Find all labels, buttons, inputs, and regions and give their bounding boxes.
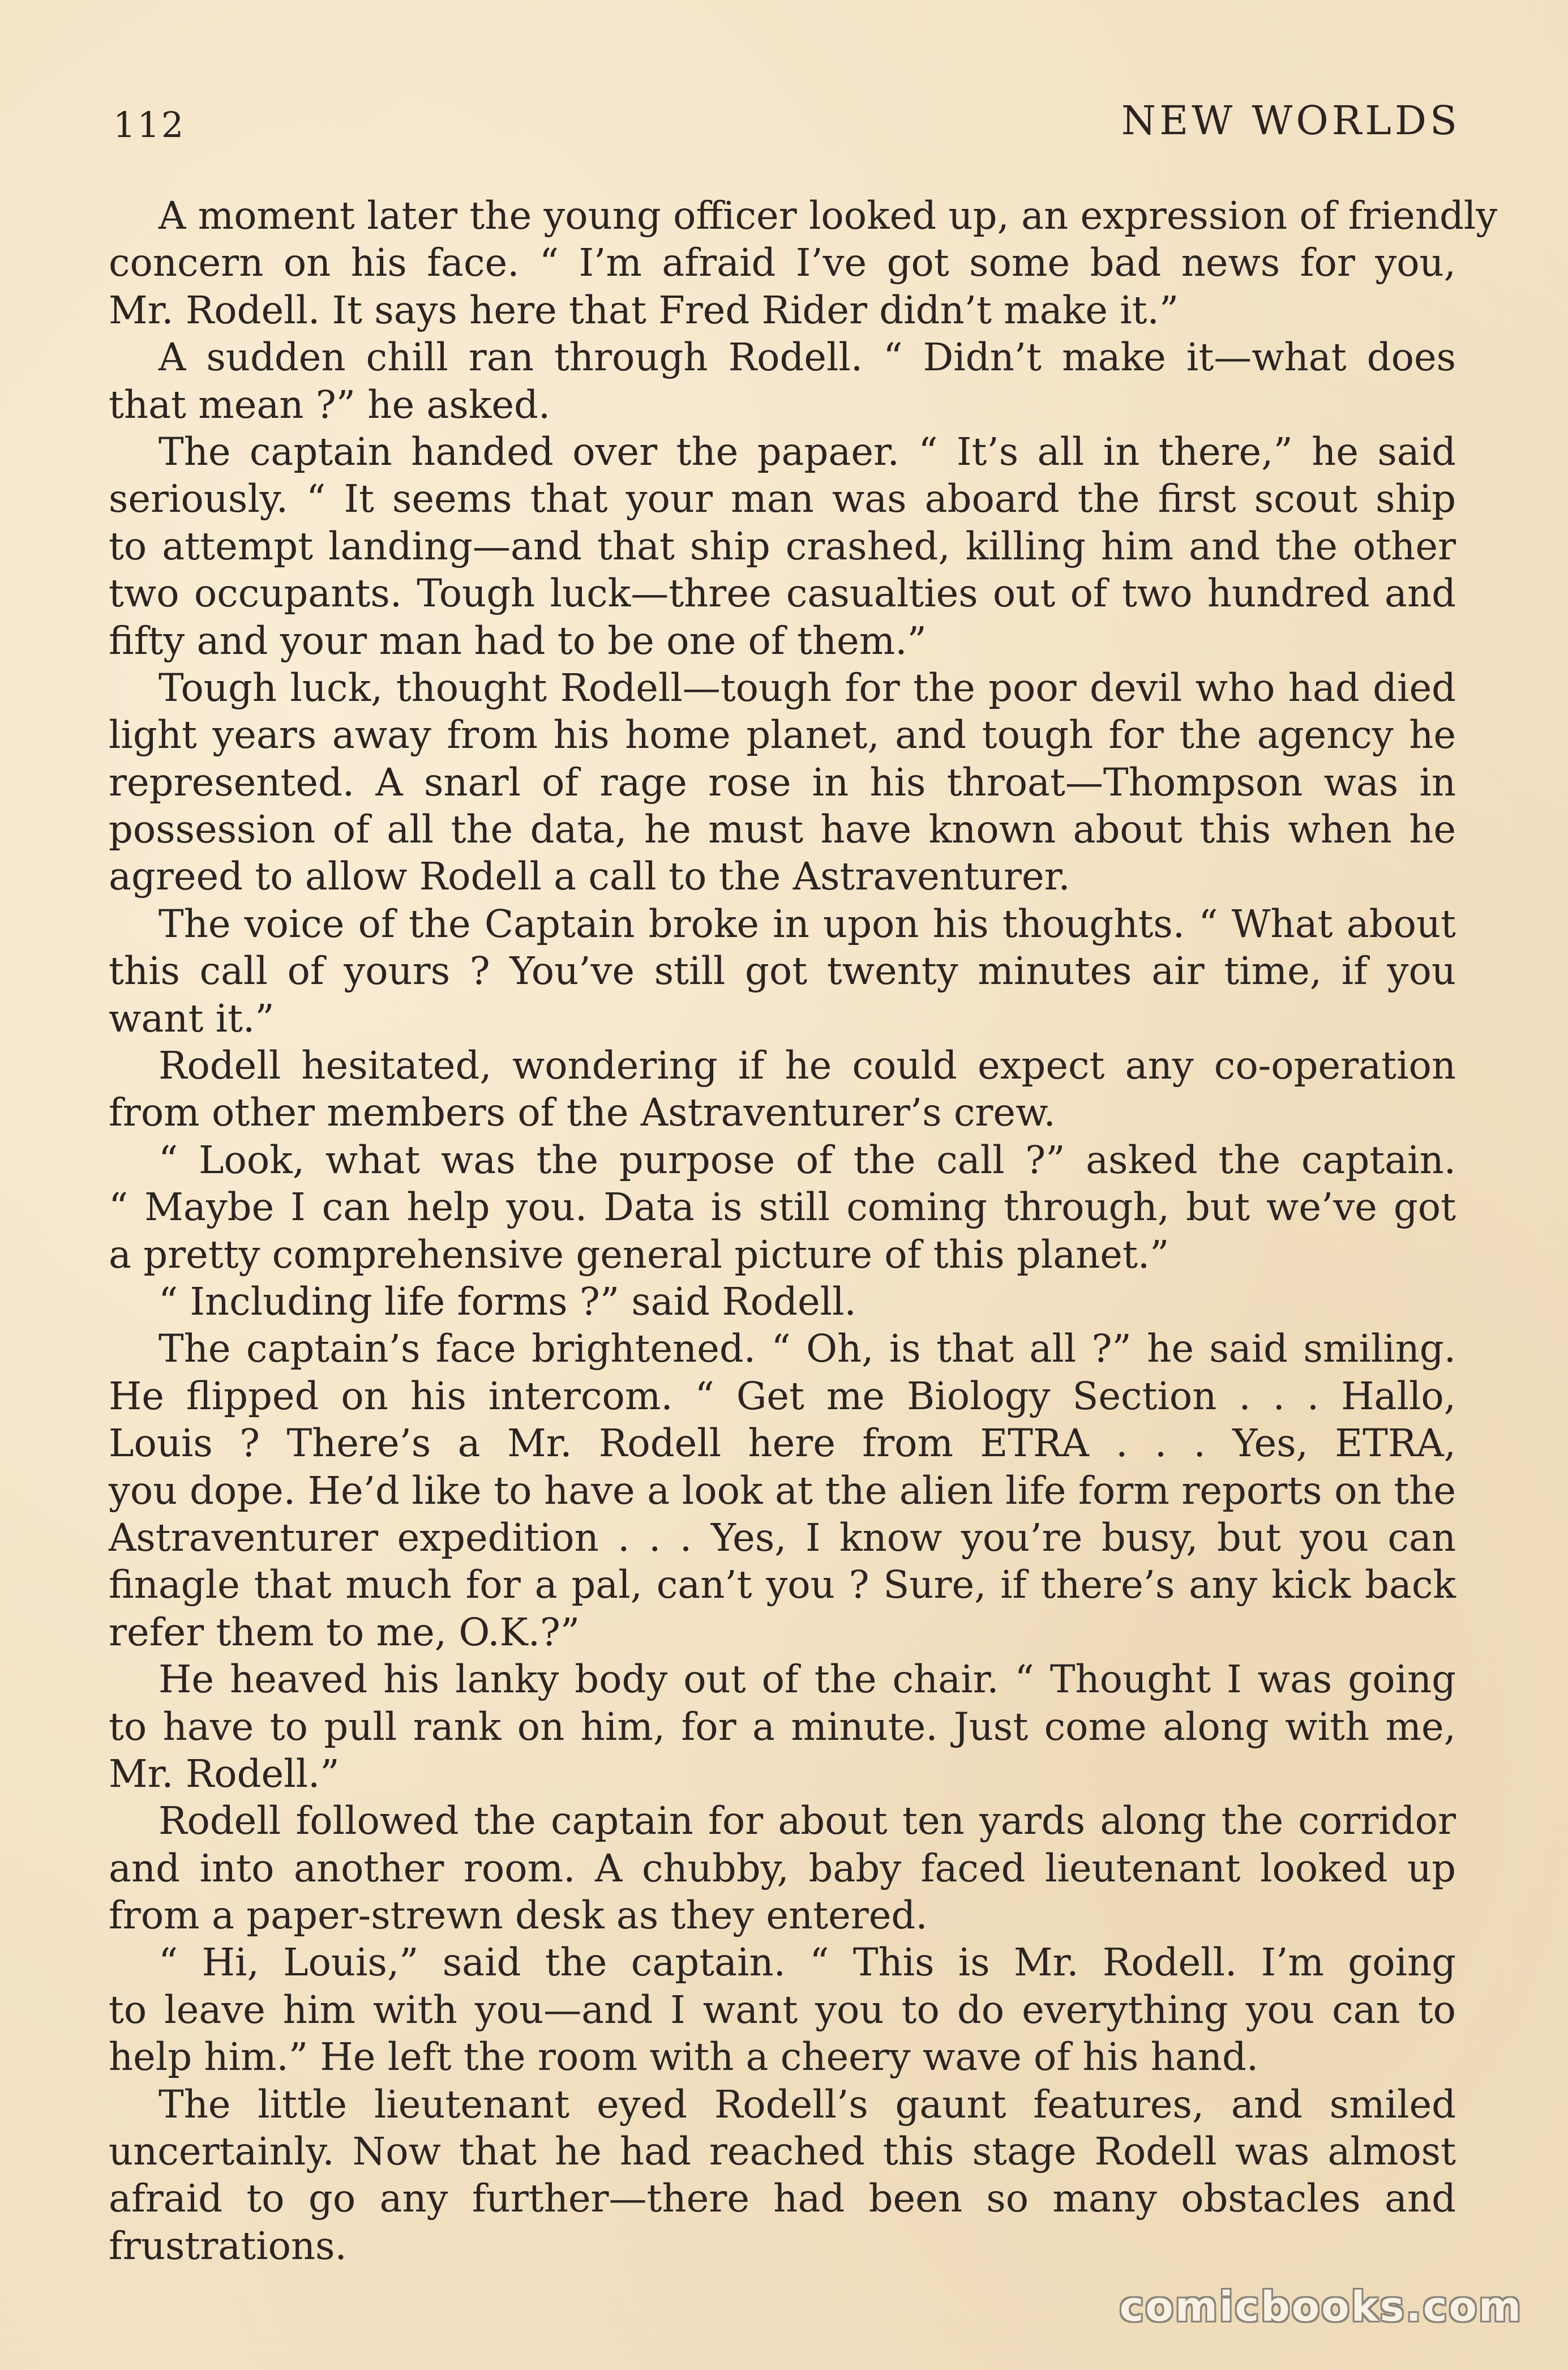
page-header: [113, 97, 1460, 160]
text-line: two occupants. Tough luck—three casualties out of two hundred and: [109, 571, 1456, 616]
text-line: Mr. Rodell. It says here that Fred Rider didn’t make it.”: [109, 288, 1179, 332]
text-line: Tough luck, thought Rodell—tough for the poor devil who had died: [158, 665, 1456, 710]
running-head: NEW WORLDS: [1121, 97, 1460, 144]
text-line: A sudden chill ran through Rodell. “ Didn’t make it—what does: [158, 335, 1456, 380]
text-line: that mean ?” he asked.: [109, 382, 551, 427]
text-line: frustrations.: [109, 2223, 347, 2268]
text-line: want it.”: [109, 996, 275, 1041]
text-line: help him.” He left the room with a cheery wave of his hand.: [109, 2035, 1259, 2080]
text-line: you dope. He’d like to have a look at the alien life form reports on the: [109, 1468, 1456, 1513]
text-line: He heaved his lanky body out of the chair. “ Thought I was going: [158, 1657, 1456, 1702]
text-line: this call of yours ? You’ve still got twenty minutes air time, if you: [109, 949, 1456, 994]
watermark: comicbooks.com: [1119, 2283, 1523, 2330]
text-line: fifty and your man had to be one of them.”: [109, 618, 927, 663]
text-line: Rodell hesitated, wondering if he could expect any co-operation: [158, 1043, 1456, 1088]
text-line: possession of all the data, he must have known about this when he: [109, 807, 1456, 852]
text-line: “ Hi, Louis,” said the captain. “ This is Mr. Rodell. I’m going: [158, 1940, 1456, 1985]
text-line: A moment later the young officer looked up, an expression of friendly: [158, 194, 1498, 238]
text-line: He flipped on his intercom. “ Get me Biology Section . . . Hallo,: [109, 1374, 1456, 1418]
text-line: agreed to allow Rodell a call to the Astraventurer.: [109, 854, 1070, 899]
body-text: [109, 192, 1498, 2270]
text-line: The captain’s face brightened. “ Oh, is that all ?” he said smiling.: [158, 1327, 1456, 1371]
text-line: Louis ? There’s a Mr. Rodell here from ETRA . . . Yes, ETRA,: [109, 1421, 1456, 1466]
text-line: The voice of the Captain broke in upon his thoughts. “ What about: [158, 901, 1456, 946]
text-line: “ Maybe I can help you. Data is still coming through, but we’ve got: [109, 1185, 1456, 1230]
text-line: to leave him with you—and I want you to do everything you can to: [109, 1987, 1456, 2032]
text-line: finagle that much for a pal, can’t you ? Sure, if there’s any kick back: [109, 1563, 1456, 1607]
text-line: Rodell followed the captain for about ten yards along the corridor: [158, 1799, 1456, 1843]
text-line: and into another room. A chubby, baby faced lieutenant looked up: [109, 1846, 1456, 1890]
text-line: light years away from his home planet, and tough for the agency he: [109, 713, 1456, 758]
text-line: “ Including life forms ?” said Rodell.: [158, 1279, 856, 1324]
text-line: The little lieutenant eyed Rodell’s gaunt features, and smiled: [158, 2082, 1456, 2127]
text-line: to attempt landing—and that ship crashed, killing him and the other: [109, 524, 1456, 568]
text-line: from a paper-strewn desk as they entered.: [109, 1893, 928, 1938]
text-line: Mr. Rodell.”: [109, 1751, 340, 1796]
text-line: from other members of the Astraventurer’s crew.: [109, 1090, 1056, 1135]
text-line: The captain handed over the papaer. “ It’s all in there,” he said: [158, 429, 1456, 474]
text-line: afraid to go any further—there had been so many obstacles and: [109, 2176, 1456, 2221]
text-line: seriously. “ It seems that your man was aboard the first scout ship: [109, 477, 1456, 521]
text-line: refer them to me, O.K.?”: [109, 1610, 580, 1654]
text-line: concern on his face. “ I’m afraid I’ve got some bad news for you,: [109, 241, 1456, 285]
text-line: uncertainly. Now that he had reached this stage Rodell was almost: [109, 2129, 1456, 2174]
text-line: represented. A snarl of rage rose in his throat—Thompson was in: [109, 760, 1456, 805]
page-number: 112: [113, 104, 186, 146]
text-line: a pretty comprehensive general picture of this planet.”: [109, 1232, 1169, 1277]
text-line: “ Look, what was the purpose of the call ?” asked the captain.: [158, 1137, 1456, 1182]
text-line: Astraventurer expedition . . . Yes, I know you’re busy, but you can: [109, 1515, 1456, 1560]
text-line: to have to pull rank on him, for a minute. Just come along with me,: [109, 1704, 1456, 1749]
